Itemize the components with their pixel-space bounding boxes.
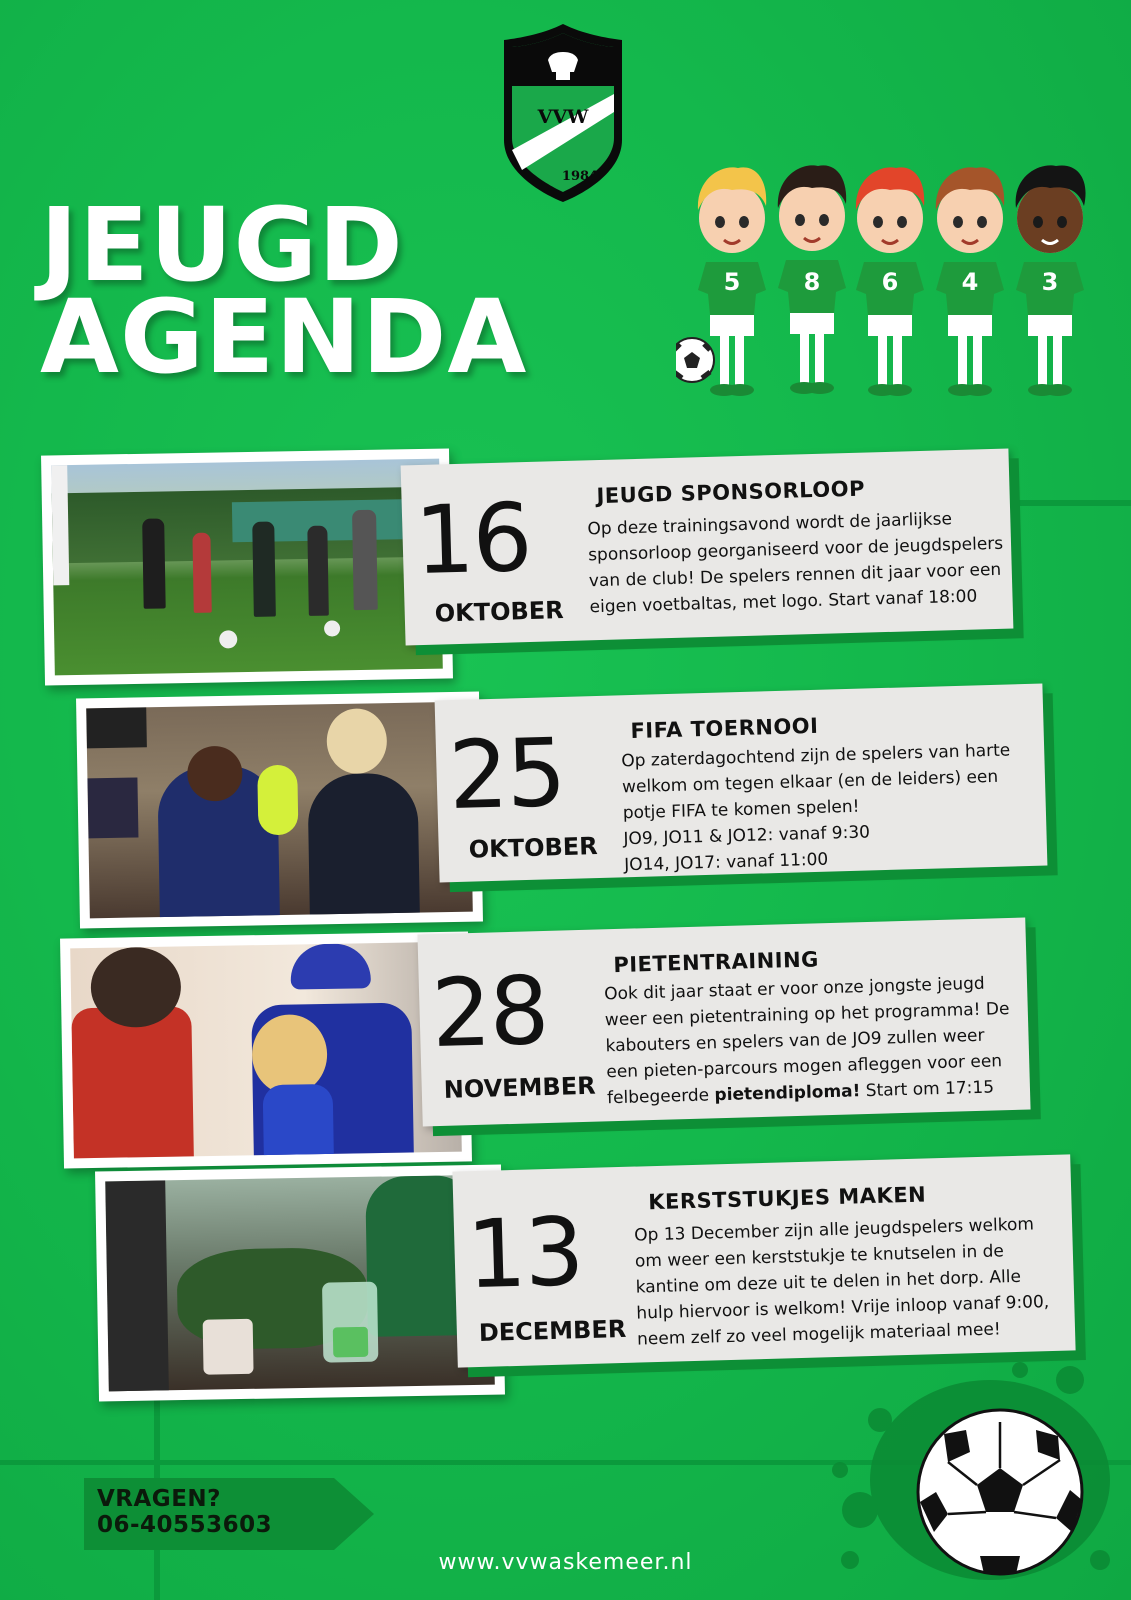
jersey-number-2: 8: [803, 268, 821, 296]
logo-text: VVW: [537, 106, 589, 128]
event-description-line: welkom om tegen elkaar (en de leiders) een: [621, 766, 999, 798]
event-info-card-pietentraining: [417, 918, 1030, 1127]
logo-year: 1984: [561, 169, 599, 184]
event-description-text: felbegeerde: [606, 1085, 715, 1109]
event-description: [604, 970, 1012, 1111]
jersey-number-5: 3: [1041, 268, 1059, 296]
title-line-2: AGENDA: [40, 278, 528, 397]
event-description-line: kabouters en spelers van de JO9 zullen weer: [605, 1025, 985, 1057]
event-description-line: JO9, JO11 & JO12: vanaf 9:30: [623, 822, 871, 850]
event-description-line: kantine om deze uit te delen in het dorp. Alle: [635, 1266, 1022, 1298]
event-description: [621, 737, 1014, 878]
football-icon: [820, 1360, 1110, 1590]
kids-illustration: [676, 160, 1130, 405]
event-month: OKTOBER: [434, 596, 565, 628]
contact-label: VRAGEN?: [97, 1486, 221, 1512]
event-description-line: een pieten-parcours mogen afleggen voor een: [606, 1051, 1003, 1083]
club-logo-shield: [498, 20, 628, 206]
event-title: FIFA TOERNOOI: [630, 713, 819, 744]
event-day: 28: [430, 956, 549, 1070]
event-info-card-kerststukjes: [452, 1154, 1075, 1367]
title-line-1: JEUGD: [40, 186, 404, 305]
website-link[interactable]: www.vvwaskemeer.nl: [438, 1550, 693, 1575]
event-description-bold: pietendiploma!: [714, 1081, 861, 1106]
event-info-card-sponsorloop: [401, 449, 1014, 646]
event-month: DECEMBER: [478, 1314, 627, 1347]
event-description-line: eigen voetbaltas, met logo. Start vanaf 18:00: [589, 586, 978, 618]
jersey-number-4: 4: [961, 268, 979, 296]
event-description: [634, 1211, 1050, 1352]
event-description-line: hulp hiervoor is welkom! Vrije inloop vanaf 9:00,: [636, 1292, 1050, 1324]
event-month: NOVEMBER: [443, 1071, 596, 1104]
event-description-line: Op deze trainingsavond wordt de jaarlijkse: [587, 509, 953, 540]
event-description: [587, 505, 1005, 621]
event-description-line: van de club! De spelers rennen dit jaar voor een: [588, 559, 1002, 592]
event-day: 16: [413, 483, 532, 597]
event-info-card-fifa: [435, 684, 1048, 883]
event-description-line: Ook dit jaar staat er voor onze jongste jeugd: [603, 973, 985, 1005]
event-month: OKTOBER: [468, 832, 599, 864]
event-description-line: JO14, JO17: vanaf 11:00: [623, 849, 829, 876]
event-title: KERSTSTUKJES MAKEN: [647, 1182, 927, 1215]
page-title: [40, 186, 528, 397]
event-photo-kerststukjes: [95, 1164, 505, 1401]
event-photo-fifa: [76, 692, 483, 929]
contact-phone[interactable]: 06-40553603: [97, 1512, 273, 1538]
event-description-line: sponsorloop georganiseerd voor de jeugdspelers: [587, 533, 1004, 566]
event-description-line: om weer een kerststukje te knutselen in de: [634, 1241, 1005, 1272]
event-description-line: weer een pietentraining op het programma! De: [604, 999, 1010, 1031]
event-title: PIETENTRAINING: [613, 947, 820, 978]
event-photo-pietentraining: [60, 931, 472, 1168]
event-description-line: Op 13 December zijn alle jeugdspelers welkom: [633, 1214, 1035, 1246]
event-day: 13: [465, 1198, 584, 1311]
event-description-text: Start om 17:15: [860, 1077, 995, 1102]
event-day: 25: [447, 718, 566, 832]
small-football-icon: [676, 338, 714, 382]
jersey-number-3: 6: [881, 268, 899, 296]
event-title: JEUGD SPONSORLOOP: [596, 476, 866, 509]
jersey-number-1: 5: [723, 268, 741, 296]
grid-line-horizontal-top: [1010, 500, 1131, 506]
event-photo-sponsorloop: [41, 448, 453, 685]
contact-tag: [84, 1478, 374, 1550]
event-description-line: neem zelf zo veel mogelijk materiaal mee!: [636, 1319, 1001, 1350]
event-description-line: Op zaterdagochtend zijn de spelers van harte: [621, 740, 1011, 772]
event-description-line: potje FIFA te komen spelen!: [622, 796, 860, 824]
